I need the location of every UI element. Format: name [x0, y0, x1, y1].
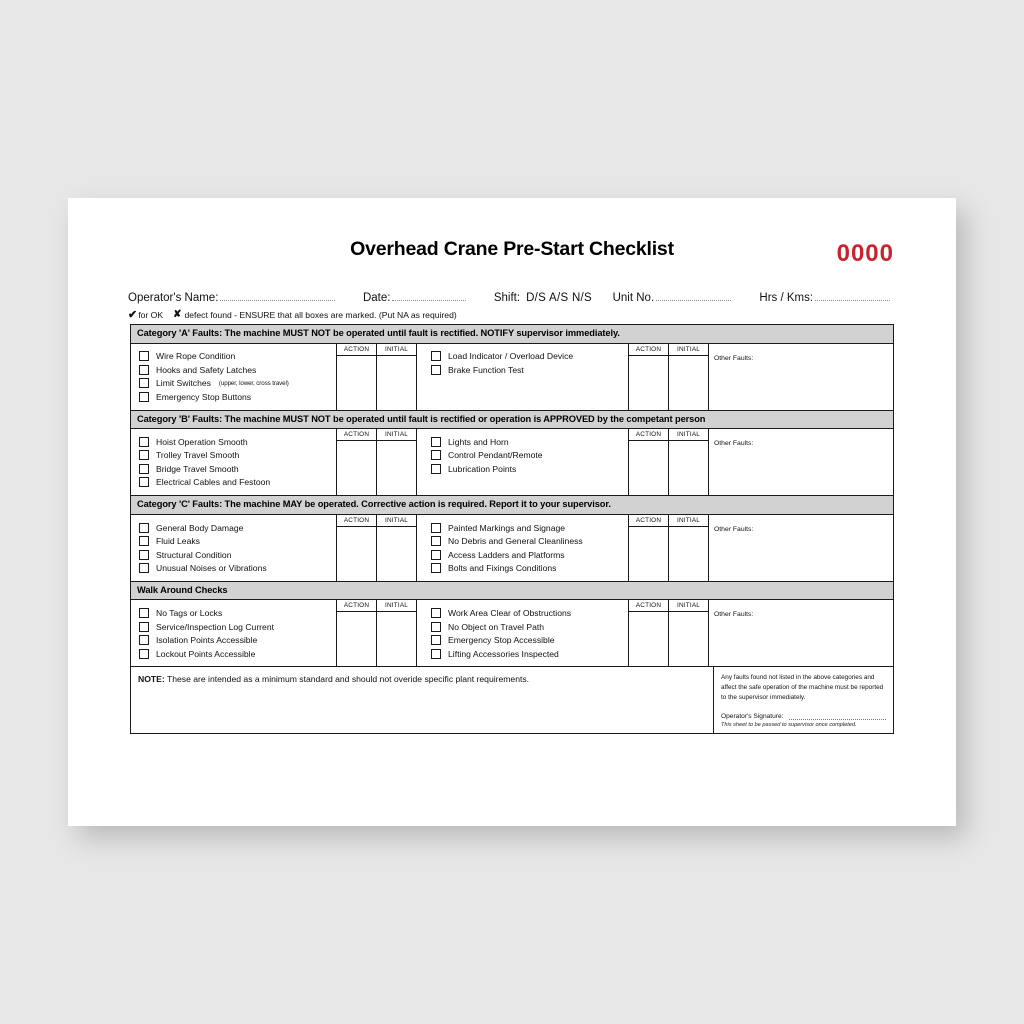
action-column-header: ACTION [337, 515, 376, 527]
list-item[interactable] [139, 534, 332, 548]
action-column-header: ACTION [629, 515, 668, 527]
list-item-label: Control Pendant/Remote [448, 450, 543, 461]
list-item[interactable] [139, 561, 332, 575]
initial-column-header: INITIAL [669, 600, 708, 612]
list-item-label: Hooks and Safety Latches [156, 364, 257, 375]
list-item[interactable] [431, 561, 624, 575]
checkbox[interactable] [139, 563, 149, 573]
section-heading-category-b: Category 'B' Faults: The machine MUST NOT be operated until fault is rectified or operation is APPROVED by the competant person [131, 411, 893, 430]
list-item[interactable] [431, 606, 624, 620]
action-column [336, 515, 376, 581]
checkbox[interactable] [139, 365, 149, 375]
initial-cell[interactable] [669, 441, 708, 495]
checkbox[interactable] [139, 378, 149, 388]
other-faults-column[interactable] [708, 515, 893, 581]
action-column-header: ACTION [629, 600, 668, 612]
other-faults-column[interactable] [708, 344, 893, 410]
hrs-kms-input[interactable] [815, 290, 890, 301]
action-cell[interactable] [337, 356, 376, 410]
list-item[interactable] [431, 449, 624, 463]
action-column [628, 515, 668, 581]
cross-icon: ✘ [173, 309, 182, 320]
initial-cell[interactable] [377, 441, 416, 495]
initial-cell[interactable] [377, 612, 416, 666]
list-item-label: Unusual Noises or Vibrations [156, 563, 267, 574]
list-item-label: General Body Damage [156, 522, 244, 533]
action-cell[interactable] [337, 441, 376, 495]
list-item-label: Service/Inspection Log Current [156, 621, 274, 632]
action-cell[interactable] [629, 356, 668, 410]
list-item[interactable] [139, 548, 332, 562]
list-item[interactable] [139, 350, 332, 364]
initial-column-header: INITIAL [377, 600, 416, 612]
checkbox[interactable] [139, 523, 149, 533]
initial-cell[interactable] [669, 527, 708, 581]
serial-number: 0000 [836, 240, 894, 267]
checkbox[interactable] [431, 536, 441, 546]
initial-cell[interactable] [377, 356, 416, 410]
checkbox[interactable] [431, 563, 441, 573]
checkbox[interactable] [139, 477, 149, 487]
hrs-kms-label: Hrs / Kms: [759, 292, 814, 304]
list-item[interactable] [139, 606, 332, 620]
list-item[interactable] [139, 476, 332, 490]
action-column [336, 344, 376, 410]
list-item-label: Electrical Cables and Festoon [156, 477, 271, 488]
legend-line [128, 308, 457, 321]
initial-column-header: INITIAL [669, 515, 708, 527]
other-faults-column[interactable] [708, 429, 893, 495]
checkbox[interactable] [139, 464, 149, 474]
initial-cell[interactable] [669, 356, 708, 410]
list-item-label: Structural Condition [156, 549, 232, 560]
initial-column-header: INITIAL [377, 429, 416, 441]
checkbox[interactable] [431, 351, 441, 361]
checkbox[interactable] [431, 464, 441, 474]
action-column [628, 429, 668, 495]
list-item-label: Emergency Stop Buttons [156, 391, 252, 402]
list-item-label: Load Indicator / Overload Device [448, 351, 574, 362]
signature-panel [713, 667, 893, 733]
checkbox[interactable] [139, 450, 149, 460]
checklist-column-left [131, 344, 336, 410]
checkbox[interactable] [139, 622, 149, 632]
initial-column-header: INITIAL [669, 344, 708, 356]
unit-no-label: Unit No. [612, 292, 655, 304]
shift-options[interactable]: D/S A/S N/S [526, 292, 593, 304]
section-body-category-b [131, 429, 893, 496]
action-column-header: ACTION [337, 600, 376, 612]
list-item[interactable] [139, 390, 332, 404]
list-item-note: (upper, lower, cross travel) [218, 379, 289, 387]
checklist-column-right [416, 344, 628, 410]
list-item-label: Bridge Travel Smooth [156, 463, 239, 474]
checklist-column-left [131, 600, 336, 666]
operator-signature-row [721, 711, 886, 720]
checklist-table [130, 324, 894, 734]
list-item-label: Isolation Points Accessible [156, 635, 258, 646]
checkbox[interactable] [139, 550, 149, 560]
list-item[interactable] [139, 449, 332, 463]
note-body: These are intended as a minimum standard and should not overide specific plant requirements. [164, 674, 530, 685]
section-heading-category-a: Category 'A' Faults: The machine MUST NOT be operated until fault is rectified. NOTIFY supervisor immediately. [131, 325, 893, 344]
checkbox[interactable] [139, 392, 149, 402]
action-column-header: ACTION [629, 344, 668, 356]
operator-header-line [128, 290, 894, 304]
action-column-header: ACTION [629, 429, 668, 441]
date-input[interactable] [392, 290, 465, 301]
initial-column-header: INITIAL [377, 344, 416, 356]
action-cell[interactable] [629, 441, 668, 495]
checkbox[interactable] [431, 550, 441, 560]
checkbox[interactable] [431, 450, 441, 460]
list-item-label: Wire Rope Condition [156, 351, 236, 362]
list-item[interactable] [431, 521, 624, 535]
checkbox[interactable] [431, 608, 441, 618]
list-item-label: Limit Switches [156, 378, 211, 389]
initial-cell[interactable] [669, 612, 708, 666]
initial-column-header: INITIAL [669, 429, 708, 441]
list-item[interactable] [139, 620, 332, 634]
other-faults-label: Other Faults: [714, 611, 754, 619]
initial-column [668, 515, 708, 581]
action-column [336, 600, 376, 666]
other-faults-label: Other Faults: [714, 525, 754, 533]
unit-no-input[interactable] [656, 290, 731, 301]
list-item[interactable] [431, 633, 624, 647]
list-item-label: Lubrication Points [448, 463, 517, 474]
operator-name-input[interactable] [220, 290, 334, 301]
checkbox[interactable] [139, 536, 149, 546]
checklist-column-right [416, 429, 628, 495]
list-item-label: No Object on Travel Path [448, 621, 545, 632]
date-label: Date: [362, 292, 391, 304]
list-item[interactable] [431, 534, 624, 548]
list-item-label: Bolts and Fixings Conditions [448, 563, 557, 574]
action-cell[interactable] [337, 527, 376, 581]
action-column [628, 600, 668, 666]
checkbox[interactable] [139, 649, 149, 659]
check-icon: ✔ [128, 309, 138, 321]
list-item[interactable] [431, 350, 624, 364]
list-item[interactable] [431, 435, 624, 449]
list-item[interactable] [139, 521, 332, 535]
list-item-label: Access Ladders and Platforms [448, 549, 565, 560]
action-cell[interactable] [337, 612, 376, 666]
initial-column [376, 600, 416, 666]
list-item-label: Painted Markings and Signage [448, 522, 566, 533]
checkbox[interactable] [431, 622, 441, 632]
checkbox[interactable] [139, 437, 149, 447]
checklist-column-left [131, 515, 336, 581]
initial-cell[interactable] [377, 527, 416, 581]
initial-column [376, 515, 416, 581]
note-prefix: NOTE: [138, 674, 165, 685]
list-item-label: Lockout Points Accessible [156, 648, 256, 659]
checkbox[interactable] [431, 523, 441, 533]
other-faults-column[interactable] [708, 600, 893, 666]
section-heading-category-c: Category 'C' Faults: The machine MAY be operated. Corrective action is required. Report it to your supervisor. [131, 496, 893, 515]
list-item-label: Emergency Stop Accessible [448, 635, 555, 646]
list-item-label: Fluid Leaks [156, 536, 200, 547]
initial-column [668, 344, 708, 410]
other-faults-label: Other Faults: [714, 440, 754, 448]
operator-name-label: Operator's Name: [128, 292, 219, 304]
list-item[interactable] [431, 462, 624, 476]
initial-column-header: INITIAL [377, 515, 416, 527]
checklist-paper-sheet [68, 198, 956, 826]
operator-signature-label: Operator's Signature: [721, 713, 784, 721]
legend-defect-text: defect found - ENSURE that all boxes are marked. (Put NA as required) [184, 309, 457, 320]
note-text-block [131, 667, 713, 733]
section-body-walk-around-checks [131, 600, 893, 667]
list-item[interactable] [431, 363, 624, 377]
operator-signature-input[interactable] [789, 711, 886, 720]
checkbox[interactable] [431, 635, 441, 645]
list-item-label: No Tags or Locks [156, 608, 223, 619]
list-item[interactable] [139, 462, 332, 476]
footer-note-row [131, 667, 893, 733]
list-item[interactable] [431, 647, 624, 661]
list-item-label: Lights and Horn [448, 436, 509, 447]
checkbox[interactable] [431, 649, 441, 659]
other-faults-instruction: Any faults found not listed in the above categories and affect the safe operation of the machine must be reported to the supervisor immediately. [721, 674, 884, 701]
list-item-label: Brake Function Test [448, 364, 524, 375]
checklist-column-right [416, 600, 628, 666]
list-item[interactable] [139, 647, 332, 661]
initial-column [668, 429, 708, 495]
list-item[interactable] [139, 435, 332, 449]
section-body-category-a [131, 344, 893, 411]
list-item[interactable] [139, 633, 332, 647]
list-item[interactable] [431, 620, 624, 634]
action-column-header: ACTION [337, 344, 376, 356]
list-item-label: Lifting Accessories Inspected [448, 648, 559, 659]
list-item[interactable] [139, 363, 332, 377]
list-item-label: Work Area Clear of Obstructions [448, 608, 572, 619]
action-cell[interactable] [629, 612, 668, 666]
action-cell[interactable] [629, 527, 668, 581]
shift-label: Shift: [493, 292, 521, 304]
list-item[interactable] [139, 377, 332, 391]
list-item[interactable] [431, 548, 624, 562]
page-title: Overhead Crane Pre-Start Checklist [350, 238, 674, 260]
checkbox[interactable] [431, 365, 441, 375]
initial-column [668, 600, 708, 666]
action-column [336, 429, 376, 495]
other-faults-label: Other Faults: [714, 354, 754, 362]
action-column [628, 344, 668, 410]
initial-column [376, 344, 416, 410]
initial-column [376, 429, 416, 495]
checkbox[interactable] [139, 608, 149, 618]
legend-ok-text: for OK [138, 309, 164, 320]
checkbox[interactable] [139, 635, 149, 645]
checklist-column-right [416, 515, 628, 581]
title-row [68, 198, 956, 267]
checkbox[interactable] [139, 351, 149, 361]
checklist-column-left [131, 429, 336, 495]
checkbox[interactable] [431, 437, 441, 447]
list-item-label: Hoist Operation Smooth [156, 436, 248, 447]
list-item-label: Trolley Travel Smooth [156, 450, 240, 461]
action-column-header: ACTION [337, 429, 376, 441]
list-item-label: No Debris and General Cleanliness [448, 536, 583, 547]
section-body-category-c [131, 515, 893, 582]
signature-footnote: This sheet to be passed to supervisor once completed. [721, 722, 857, 729]
section-heading-walk-around-checks: Walk Around Checks [131, 582, 893, 601]
